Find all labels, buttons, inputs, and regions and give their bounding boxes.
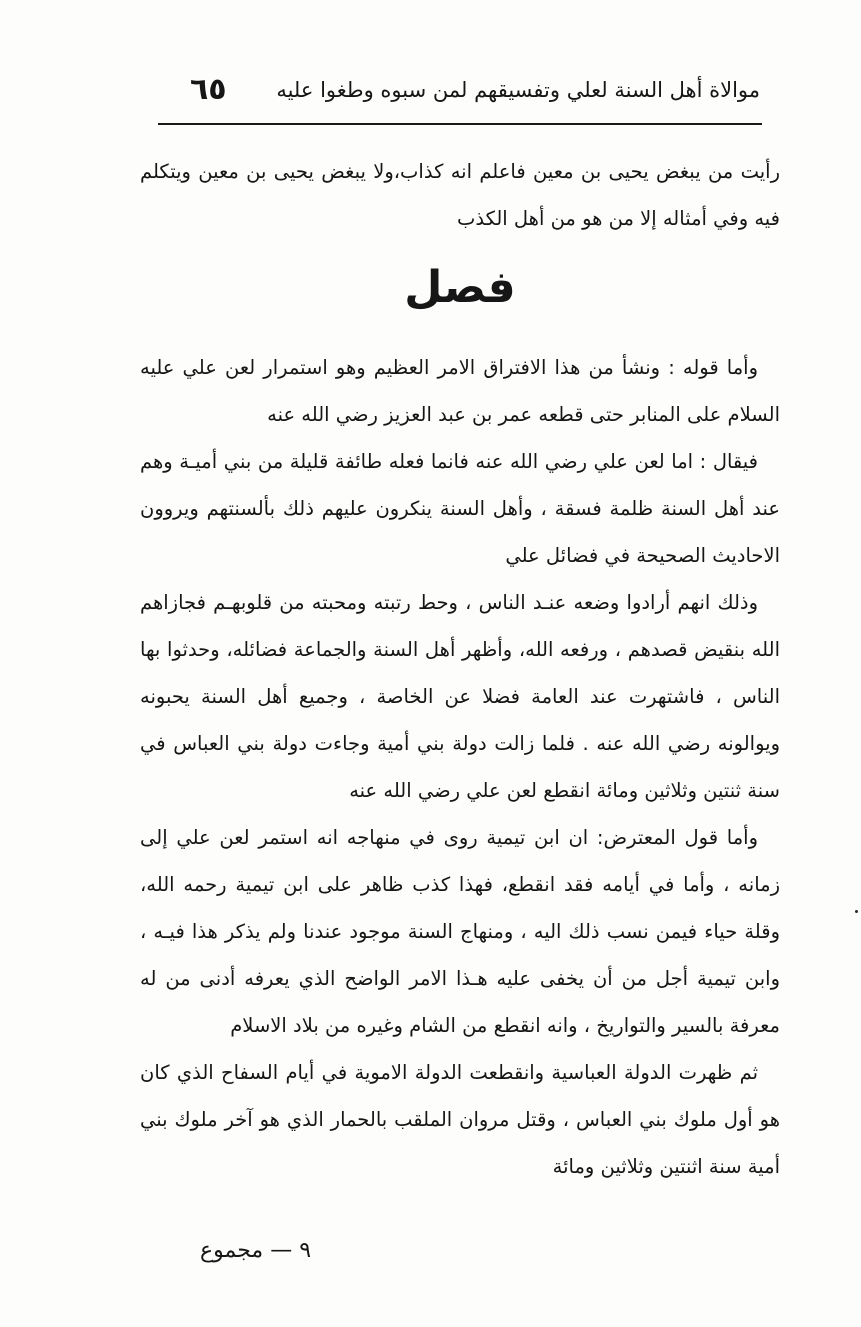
section-heading: فصل	[404, 262, 516, 313]
header-rule	[158, 123, 762, 125]
opening-paragraph: رأيت من يبغض يحيى بن معين فاعلم انه كذاب،ولا يبغض يحيى بن معين ويتكلم فيه وفي أمثاله إلا من هو من أهل الكذب	[140, 160, 780, 230]
paragraph-3: وذلك انهم أرادوا وضعه عنـد الناس ، وحط رتبته ومحبته من قلوبهـم فجازاهم الله بنقيض قصدهم ، ورفعه الله، وأظهر أهل السنة والجماعة فضائله، وحدثوا بها الناس ، فاشتهرت عند العامة فضلا عن الخاصة ، وجميع أهل السنة يحبونه ويوالونه رضي الله عنه . فلما زالت دولة بني أمية وجاءت دولة بني العباس في سنة ثنتين وثلاثين ومائة انقطع لعن علي رضي الله عنه	[140, 591, 780, 802]
paragraph-1: وأما قوله : ونشأ من هذا الافتراق الامر العظيم وهو استمرار لعن علي عليه السلام على المنابر حتى قطعه عمر بن عبد العزيز رضي الله عنه	[140, 356, 780, 426]
main-text	[140, 344, 780, 1190]
page-header	[160, 72, 760, 118]
opening-text	[140, 148, 780, 242]
paragraph-4: وأما قول المعترض: ان ابن تيمية روى في منهاجه انه استمر لعن علي إلى زمانه ، وأما في أيامه فقد انقطع، فهذا كذب ظاهر على ابن تيمية رحمه الله، وقلة حياء فيمن نسب ذلك اليه ، ومنهاج السنة موجود عندنا ولم يذكر هذا فيـه ، وابن تيمية أجل من أن يخفى عليه هـذا الامر الواضح الذي يعرفه أدنى من له معرفة بالسير والتواريخ ، وانه انقطع من الشام وغيره من بلاد الاسلام	[140, 826, 780, 1037]
running-title: موالاة أهل السنة لعلي وتفسيقهم لمن سبوه وطغوا عليه	[276, 78, 760, 102]
page-number: ٦٥	[190, 72, 227, 107]
paragraph-5: ثم ظهرت الدولة العباسية وانقطعت الدولة الاموية في أيام السفاح الذي كان هو أول ملوك بني العباس ، وقتل مروان الملقب بالحمار الذي هو آخر ملوك بني أمية سنة اثنتين وثلاثين ومائة	[140, 1061, 780, 1178]
ink-speck	[855, 910, 858, 913]
signature-mark: ٩ — مجموع	[200, 1238, 312, 1263]
paragraph-2: فيقال : اما لعن علي رضي الله عنه فانما فعله طائفة قليلة من بني أميـة وهم عند أهل السنة ظلمة فسقة ، وأهل السنة ينكرون عليهم ذلك بألسنتهم ويروون الاحاديث الصحيحة في فضائل علي	[140, 450, 780, 567]
